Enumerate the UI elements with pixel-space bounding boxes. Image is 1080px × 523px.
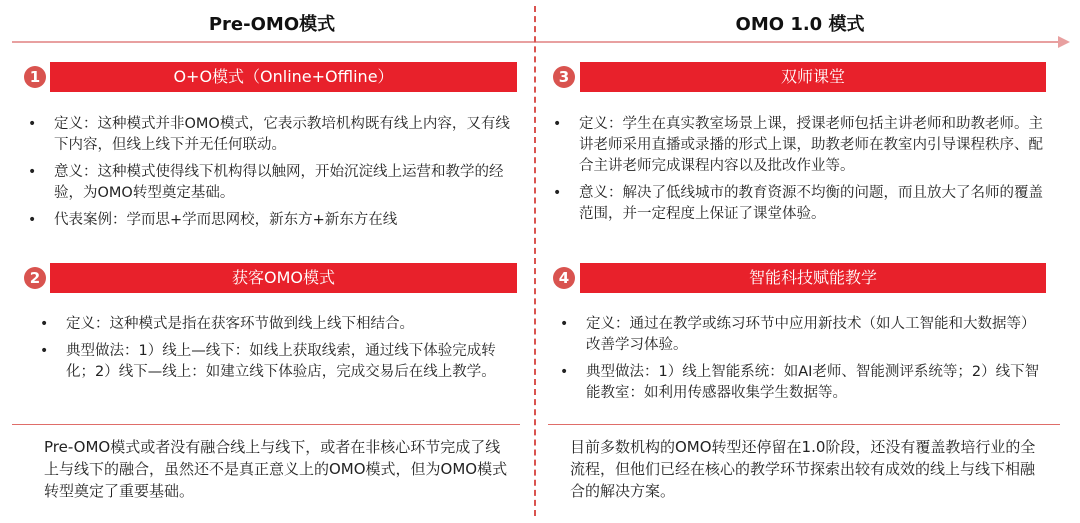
- section-3-bullet-definition: • 定义：学生在真实教室场景上课，授课老师包括主讲老师和助教老师。主讲老师采用直播或录播的形式上课，助教老师在教室内引导课程秩序、配合主讲老师完成课程内容以及批改作业等。: [553, 114, 1049, 177]
- section-1-bullet-examples: • 代表案例：学而思+学而思网校，新东方+新东方在线: [28, 210, 512, 231]
- section-2-bullet-definition: • 定义：这种模式是指在获客环节做到线上线下相结合。: [40, 314, 512, 335]
- section-2-number-badge: 2: [24, 267, 46, 289]
- section-3-title-banner: 双师课堂: [580, 62, 1046, 92]
- section-4-bullet-definition: • 定义：通过在教学或练习环节中应用新技术（如人工智能和大数据等）改善学习体验。: [560, 314, 1049, 356]
- section-3-bullet-list: [553, 114, 1049, 231]
- left-summary-text: Pre-OMO模式或者没有融合线上与线下，或者在非核心环节完成了线上与线下的融合，虽然还不是真正意义上的OMO模式，但为OMO模式转型奠定了重要基础。: [44, 438, 508, 500]
- section-3-number-badge: 3: [553, 66, 575, 88]
- section-1-bullet-list: [28, 114, 512, 237]
- section-2-bullet-list: [40, 314, 512, 389]
- section-4-bullet-list: [560, 314, 1049, 410]
- left-summary-separator: [12, 424, 520, 425]
- section-1-bullet-definition: • 定义：这种模式并非OMO模式，它表示教培机构既有线上内容，又有线下内容，但线上线下并无任何联动。: [28, 114, 512, 156]
- right-summary-separator: [548, 424, 1060, 425]
- section-2-title-banner: 获客OMO模式: [50, 263, 517, 293]
- section-3-bullet-significance: • 意义：解决了低线城市的教育资源不均衡的问题，而且放大了名师的覆盖范围，并一定程度上保证了课堂体验。: [553, 183, 1049, 225]
- section-1-number-badge: 1: [24, 66, 46, 88]
- section-2-bullet-practice: • 典型做法：1）线上—线下：如线上获取线索，通过线下体验完成转化；2）线下—线上：如建立线下体验店，完成交易后在线上教学。: [40, 341, 512, 383]
- section-4-bullet-practice: • 典型做法：1）线上智能系统：如AI老师、智能测评系统等；2）线下智能教室：如利用传感器收集学生数据等。: [560, 362, 1049, 404]
- section-4-title-banner: 智能科技赋能教学: [580, 263, 1046, 293]
- section-4-number-badge: 4: [553, 267, 575, 289]
- left-column-title: Pre-OMO模式: [208, 14, 336, 35]
- timeline-arrow-head-icon: [1058, 36, 1070, 48]
- section-1-bullet-significance: • 意义：这种模式使得线下机构得以触网，开始沉淀线上运营和教学的经验，为OMO转型奠定基础。: [28, 162, 512, 204]
- right-summary-text: 目前多数机构的OMO转型还停留在1.0阶段，还没有覆盖教培行业的全流程，但他们已经在核心的教学环节探索出较有成效的线上与线下相融合的解决方案。: [570, 438, 1036, 500]
- section-1-title-banner: O+O模式（Online+Offline）: [50, 62, 517, 92]
- timeline-arrow-line: [12, 41, 1060, 43]
- right-column-title: OMO 1.0 模式: [735, 14, 865, 35]
- column-divider: [534, 6, 536, 516]
